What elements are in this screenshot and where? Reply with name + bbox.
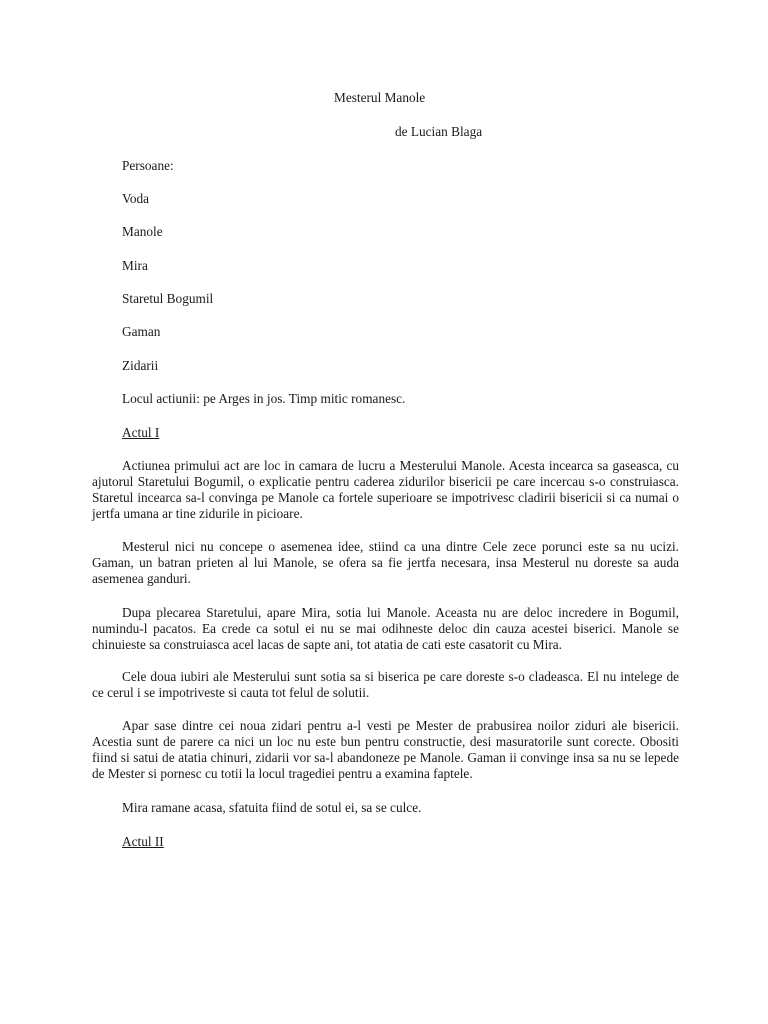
- paragraph: Mesterul nici nu concepe o asemenea idee, stiind ca una dintre Cele zece porunci este sa nu ucizi. Gaman, un batran prieten al lui Manole, se ofera sa fie jertfa necesara, insa Mesterul nu doreste sa auda asemenea ganduri.: [92, 539, 679, 586]
- document-author: de Lucian Blaga: [395, 124, 483, 139]
- person-item: Mira: [122, 258, 148, 273]
- paragraph: Mira ramane acasa, sfatuita fiind de sotul ei, sa se culce.: [122, 800, 422, 815]
- person-item: Manole: [122, 224, 163, 239]
- person-item: Staretul Bogumil: [122, 291, 214, 306]
- person-item: Zidarii: [122, 358, 159, 373]
- act1-heading: Actul I: [122, 425, 160, 440]
- paragraph: Dupa plecarea Staretului, apare Mira, sotia lui Manole. Aceasta nu are deloc incredere in Bogumil, numindu-l pacatos. Ea crede ca sotul ei nu se mai odihneste deloc din cauza acestei biserici. Manole se chinuieste sa construiasca acel lacas de sapte ani, tot atatia de cati este casatorit cu Mira.: [92, 605, 679, 652]
- act2-heading: Actul II: [122, 834, 164, 849]
- document-title: Mesterul Manole: [334, 90, 426, 105]
- paragraph: Actiunea primului act are loc in camara de lucru a Mesterului Manole. Acesta incearca sa gaseasca, cu ajutorul Staretului Bogumil, o explicatie pentru caderea zidurilor bisericii pe care incercau s-o construiasca. Staretul incearca sa-l convinga pe Manole ca fortele superioare se impotrivesc cladirii bisericii si ca numai o jertfa umana ar tine zidurile in picioare.: [92, 458, 679, 521]
- person-item: Voda: [122, 191, 150, 206]
- paragraph: Cele doua iubiri ale Mesterului sunt sotia sa si biserica pe care doreste s-o cladeasca. El nu intelege de ce cerul i se impotriveste si cauta tot felul de solutii.: [92, 669, 679, 700]
- person-item: Gaman: [122, 324, 161, 339]
- paragraph: Apar sase dintre cei noua zidari pentru a-l vesti pe Mester de prabusirea noilor ziduri ale bisericii. Acestia sunt de parere ca nici un loc nu este bun pentru constructie, desi masuratorile sunt corecte. Obositi fiind si satui de atatia chinuri, zidarii vor sa-l abandoneze pe Manole. Gaman ii convinge insa sa nu se lepede de Mester si pornesc cu totii la locul tragediei pentru a examina faptele.: [92, 718, 679, 781]
- persons-heading: Persoane:: [122, 158, 174, 173]
- setting-line: Locul actiunii: pe Arges in jos. Timp mitic romanesc.: [122, 391, 406, 406]
